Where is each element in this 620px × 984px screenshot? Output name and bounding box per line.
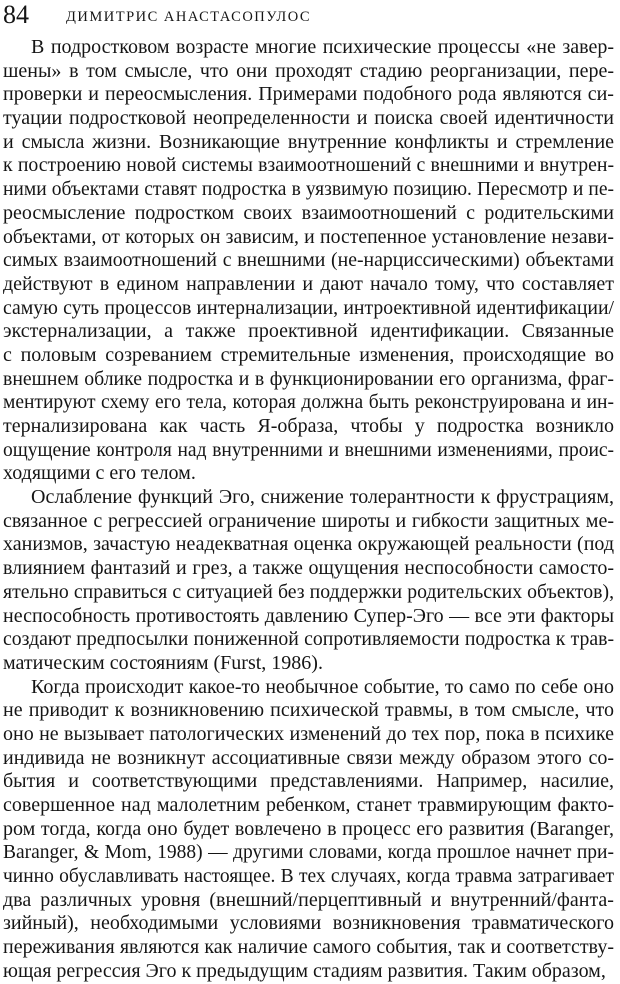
text-line: влиянием фантазий и грез, а также ощущения неспособности самосто- bbox=[3, 557, 614, 580]
text-line: шены» в том смысле, что они проходят стадию реорганизации, пере- bbox=[3, 59, 615, 82]
text-line: оно не вызывает патологических изменений до тех пор, пока в психике bbox=[3, 722, 614, 745]
text-line: связанное с регрессией ограничение широты и гибкости защитных ме- bbox=[3, 509, 614, 532]
author-name: ДИМИТРИС АНАСТАСОПУЛОС bbox=[66, 9, 312, 25]
text-line: Baranger, & Mom, 1988) — другими словами, когда прошлое начнет при- bbox=[3, 842, 614, 864]
text-line: ющая регрессия Эго к предыдущим стадиям развития. Таким образом, bbox=[3, 959, 606, 982]
text-line: действуют в едином направлении и дают начало тому, что составляет bbox=[3, 272, 614, 295]
text-line: бытия и соответствующими представлениями. Например, насилие, bbox=[3, 770, 614, 793]
text-line: индивида не возникнут ассоциативные связи между образом этого со- bbox=[3, 746, 614, 769]
text-line: внешнем облике подростка и в функционировании его организма, фраг- bbox=[3, 367, 614, 390]
text-line: ходящими с его телом. bbox=[3, 462, 196, 485]
text-line: ментируют схему его тела, которая должна быть реконструирована и ин- bbox=[3, 392, 614, 414]
text-line: к построению новой системы взаимоотношений с внешними и внутрен- bbox=[3, 154, 615, 177]
text-line: самую суть процессов интернализации, интроективной идентификации/ bbox=[3, 296, 615, 319]
text-line: ощущение контроля над внутренними и внешними изменениями, проис- bbox=[3, 439, 615, 461]
text-line: не приводит к возникновению психической травмы, в том смысле, что bbox=[3, 699, 614, 722]
text-line: неспособность противостоять давлению Супер-Эго — все эти факторы bbox=[3, 604, 615, 627]
text-line: реосмысление подростком своих взаимоотношений с родительскими bbox=[3, 201, 614, 224]
text-line: матическим состояниям (Furst, 1986). bbox=[3, 651, 323, 674]
text-line: ром тогда, когда оно будет вовлечено в процесс его развития (Baranger, bbox=[3, 817, 614, 840]
text-line: симых взаимоотношений с внешними (не-нарциссическими) объектами bbox=[3, 249, 614, 272]
text-line: тернализирована как часть Я-образа, чтобы у подростка возникло bbox=[3, 415, 615, 437]
page-number: 84 bbox=[3, 0, 29, 29]
text-line: проверки и переосмысления. Примерами подобного рода являются си- bbox=[3, 83, 614, 106]
text-line: два различных уровня (внешний/перцептивный и внутренний/фанта- bbox=[3, 888, 614, 911]
paragraph bbox=[3, 36, 614, 486]
running-head bbox=[3, 0, 603, 30]
paragraph bbox=[3, 676, 614, 984]
text-line: зийный), необходимыми условиями возникновения травматического bbox=[3, 912, 615, 935]
text-line: чинно обуславливать настоящее. В тех случаях, когда травма затрагивает bbox=[3, 866, 614, 888]
text-line: Когда происходит какое-то необычное событие, то само по себе оно bbox=[31, 675, 614, 698]
text-line: экстернализации, а также проективной идентификации. Связанные bbox=[3, 320, 615, 343]
text-line: переживания являются как наличие самого события, так и соответству- bbox=[3, 936, 614, 959]
text-line: ними объектами ставят подростка в уязвимую позицию. Пересмотр и пе- bbox=[3, 179, 614, 201]
text-line: создают предпосылки пониженной сопротивляемости подростка к трав- bbox=[3, 628, 615, 651]
text-line: совершенное над малолетним ребенком, станет травмирующим факто- bbox=[3, 794, 615, 816]
text-line: туации подростковой неопределенности и поиска своей идентичности bbox=[3, 107, 614, 130]
text-line: В подростковом возрасте многие психические процессы «не завер- bbox=[31, 36, 614, 58]
body-text bbox=[3, 36, 614, 984]
text-line: ханизмов, зачастую неадекватная оценка окружающей реальности (под bbox=[3, 533, 615, 556]
text-line: Ослабление функций Эго, снижение толерантности к фрустрациям, bbox=[31, 486, 614, 509]
text-line: объектами, от которых он зависим, и постепенное установление незави- bbox=[3, 225, 614, 248]
text-line: ятельно справиться с ситуацией без поддержки родительских объектов), bbox=[3, 580, 615, 603]
paragraph bbox=[3, 486, 614, 676]
text-line: и смысла жизни. Возникающие внутренние конфликты и стремление bbox=[3, 130, 615, 153]
text-line: с половым созреванием стремительные изменения, происходящие во bbox=[3, 343, 615, 366]
